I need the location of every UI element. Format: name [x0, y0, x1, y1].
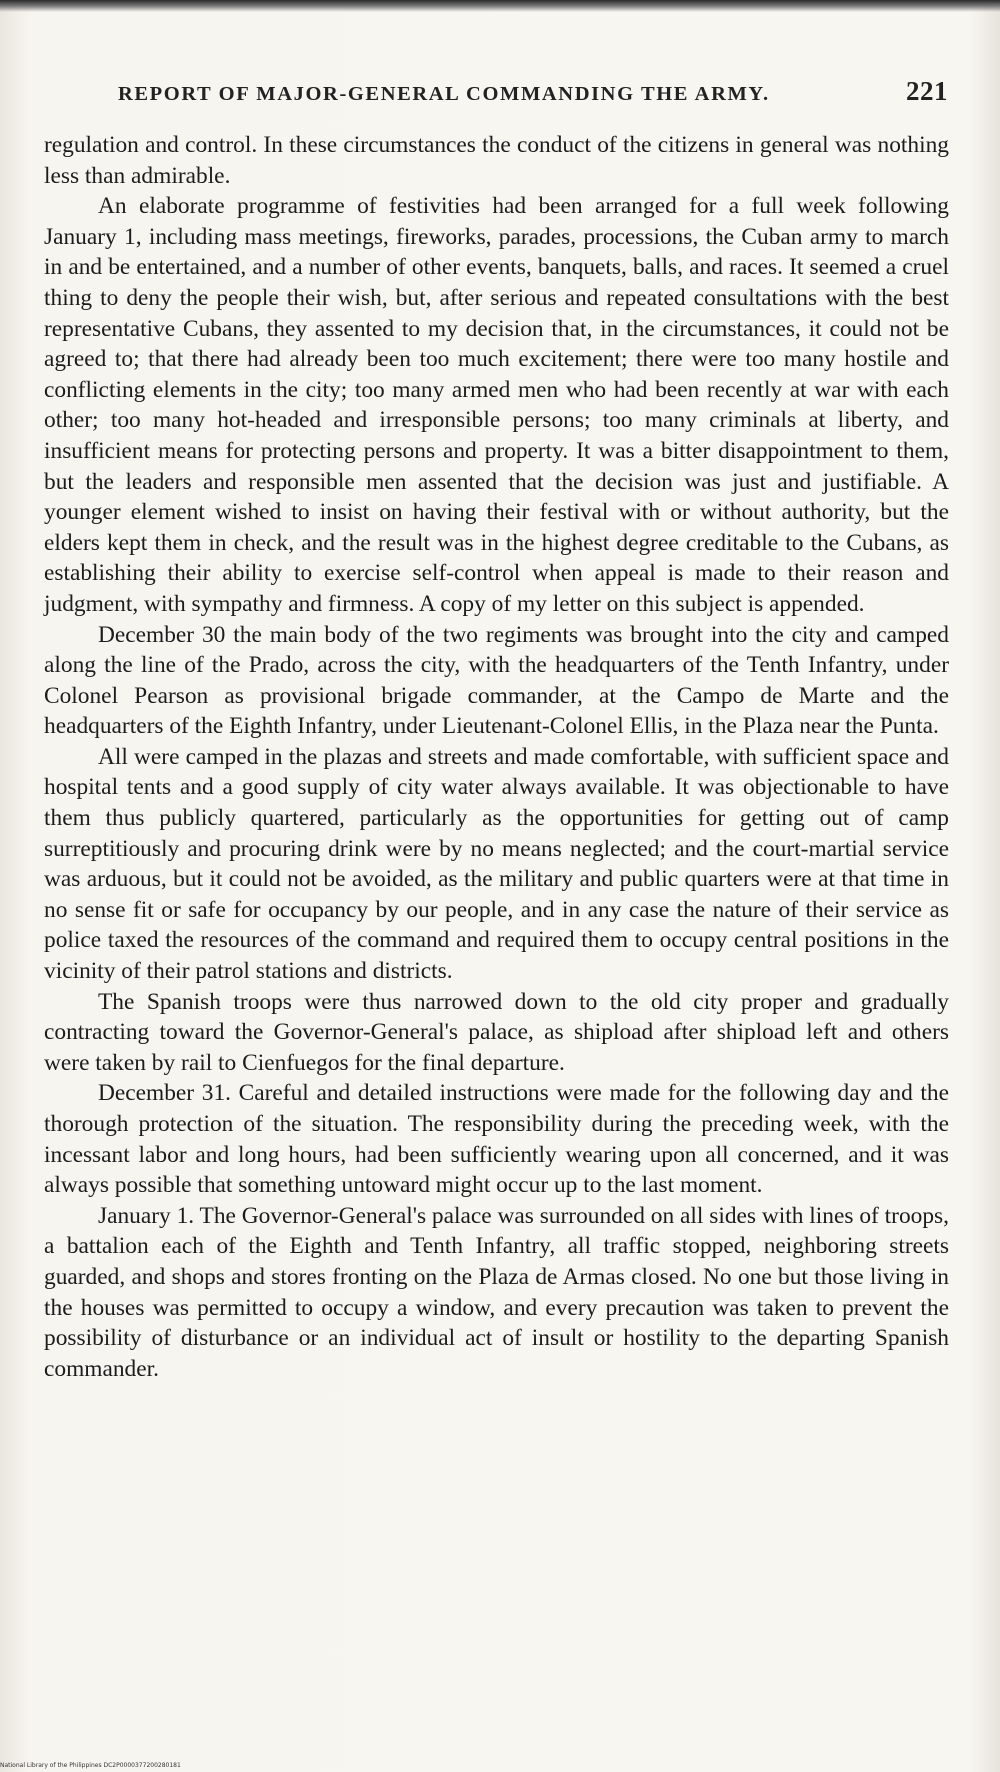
- header-title: REPORT OF MAJOR-GENERAL COMMANDING THE ARMY.: [118, 83, 770, 105]
- paragraph-december-31: December 31. Careful and detailed instructions were made for the following day and the thorough protection of the situation. The responsibility during the preceding week, with the incessant labor and long hours, had been sufficiently wearing upon all concerned, and it was always possible that something untoward might occur up to the last moment.: [44, 1080, 949, 1199]
- paragraph-january-1: January 1. The Governor-General's palace was surrounded on all sides with lines of troops, a battalion each of the Eighth and Tenth Infantry, all traffic stopped, neighboring streets guarded, and shops and stores fronting on the Plaza de Armas closed. No one but those living in the houses was permitted to occupy a window, and every precaution was taken to prevent the possibility of disturbance or an individual act of insult or hostility to the departing Spanish commander.: [44, 1202, 949, 1382]
- paragraph-festivities: An elaborate programme of festivities had been arranged for a full week following January 1, including mass meetings, fireworks, parades, processions, the Cuban army to march in and be entertained, and a number of other events, banquets, balls, and races. It seemed a cruel thing to deny the people their wish, but, after serious and repeated consultations with the best representative Cubans, they assented to my decision that, in the circumstances, it could not be agreed to; that there had already been too much excitement; there were too many hostile and conflicting elements in the city; too many armed men who had been recently at war with each other; too many hot-headed and irresponsible persons; too many criminals at liberty, and insufficient means for protecting persons and property. It was a bitter disappointment to them, but the leaders and responsible men assented that the decision was just and justifiable. A younger element wished to insist on having their festival with or without authority, but the elders kept them in check, and the result was in the highest degree creditable to the Cubans, as establishing their ability to exercise self-control when appeal is made to their reason and judgment, with sympathy and firmness. A copy of my letter on this subject is appended.: [44, 193, 949, 617]
- scan-edge: [0, 0, 1000, 12]
- paragraph-december-30: December 30 the main body of the two regiments was brought into the city and camped along the line of the Prado, across the city, with the headquarters of the Tenth Infantry, under Colonel Pearson as provisional brigade commander, at the Campo de Marte and the headquarters of the Eighth Infantry, under Lieutenant-Colonel Ellis, in the Plaza near the Punta.: [44, 621, 949, 740]
- running-header: [118, 76, 948, 107]
- paragraph-spanish-troops: The Spanish troops were thus narrowed down to the old city proper and gradually contracting toward the Governor-General's palace, as shipload after shipload left and others were taken by rail to Cienfuegos for the final departure.: [44, 988, 949, 1076]
- page-number: 221: [906, 76, 948, 106]
- body-text: [44, 130, 949, 1384]
- paragraph-continuation: regulation and control. In these circumstances the conduct of the citizens in general was nothing less than admirable.: [44, 132, 949, 189]
- scan-footer: National Library of the Philippines DC2P0000377200280181: [0, 1762, 181, 1769]
- paragraph-camps: All were camped in the plazas and streets and made comfortable, with sufficient space and hospital tents and a good supply of city water always available. It was objectionable to have them thus publicly quartered, particularly as the opportunities for getting out of camp surreptitiously and procuring drink were by no means neglected; and the court-martial service was arduous, but it could not be avoided, as the military and public quarters were at that time in no sense fit or safe for occupancy by our people, and in any case the nature of their service as police taxed the resources of the command and required them to occupy central positions in the vicinity of their patrol stations and districts.: [44, 743, 949, 985]
